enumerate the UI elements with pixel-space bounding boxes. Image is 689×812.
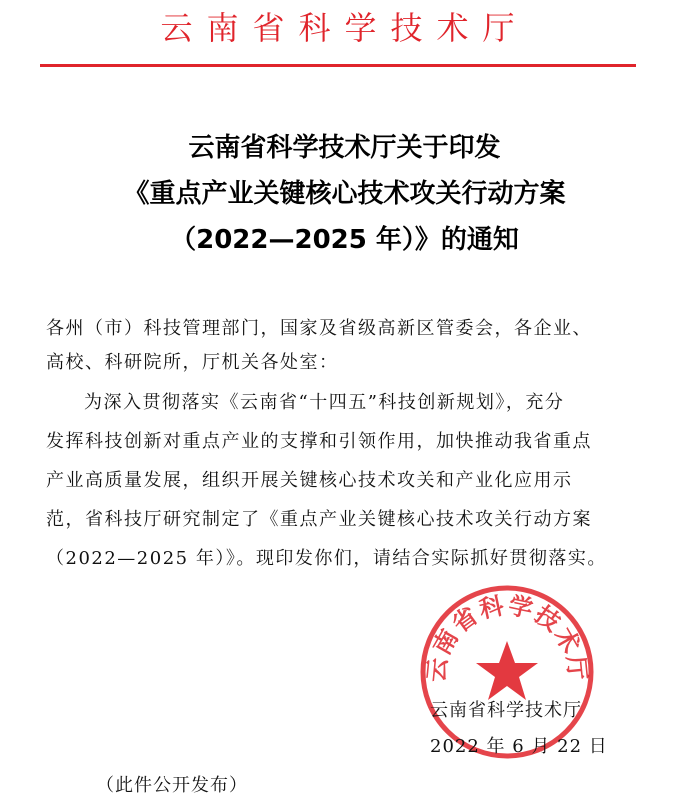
body-paragraph-line-5: （2022—2025 年）》。现印发你们，请结合实际抓好贯彻落实。	[46, 548, 607, 569]
letterhead: 云南省科学技术厅	[160, 9, 529, 47]
body-paragraph-line-2: 发挥科技创新对重点产业的支撑和引领作用，加快推动我省重点	[46, 431, 592, 452]
issuer-signature: 云南省科学技术厅	[430, 700, 582, 721]
svg-text:云南省科学技术厅: 云南省科学技术厅	[422, 591, 592, 684]
issue-date: 2022 年 6 月 22 日	[430, 736, 608, 757]
document-title-line-2: 《重点产业关键核心技术攻关行动方案	[123, 179, 566, 209]
document-title-line-3: （2022—2025 年）》的通知	[170, 225, 519, 255]
seal-star-icon	[476, 641, 538, 700]
addressee-line-2: 高校、科研院所，厅机关各处室：	[46, 352, 339, 373]
body-paragraph-line-1: 为深入贯彻落实《云南省“十四五”科技创新规划》，充分	[84, 392, 565, 413]
letterhead-divider	[40, 64, 636, 67]
body-paragraph-line-4: 范，省科技厅研究制定了《重点产业关键核心技术攻关行动方案	[46, 509, 592, 530]
addressee-line-1: 各州（市）科技管理部门，国家及省级高新区管委会，各企业、	[46, 318, 592, 339]
document-title-line-1: 云南省科学技术厅关于印发	[188, 133, 501, 163]
publication-note: （此件公开发布）	[96, 775, 248, 796]
body-paragraph-line-3: 产业高质量发展，组织开展关键核心技术攻关和产业化应用示	[46, 470, 573, 491]
